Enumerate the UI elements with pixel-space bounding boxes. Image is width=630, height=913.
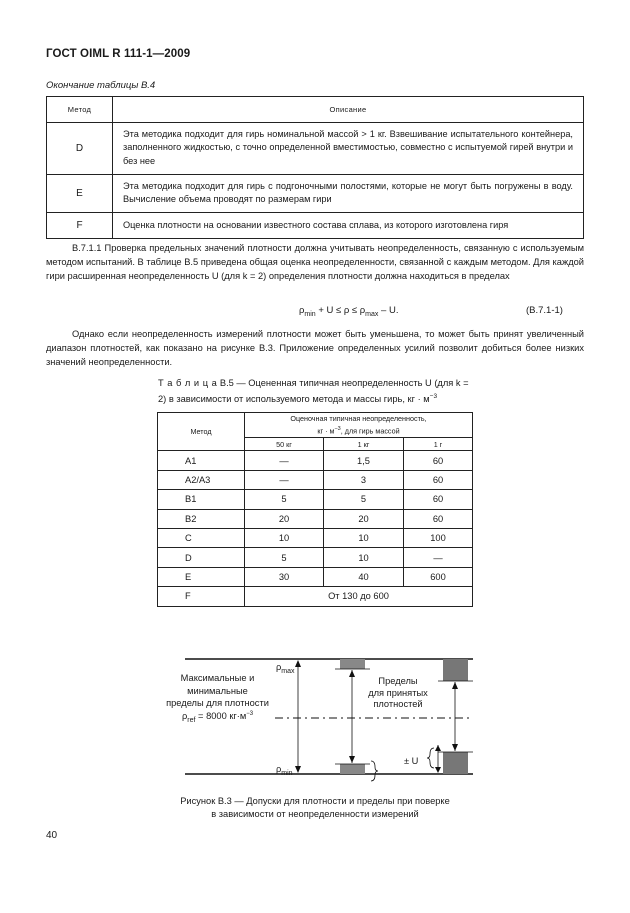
value-cell-span: От 130 до 600 bbox=[245, 587, 473, 606]
table-row bbox=[158, 548, 473, 567]
method-cell: A2/A3 bbox=[158, 470, 245, 489]
formula-number: (В.7.1-1) bbox=[526, 305, 563, 316]
caption-text: В.5 — Оцененная типичная неопределенность U (для k = 2) в зависимости от используемого метода и массы гирь, кг · м bbox=[158, 378, 469, 405]
group-header-line1: Оценочная типичная неопределенность, bbox=[290, 414, 427, 423]
formula-end: – U. bbox=[378, 305, 399, 316]
value-cell: 60 bbox=[404, 470, 473, 489]
label-rho-ref bbox=[182, 711, 253, 724]
page-number: 40 bbox=[46, 830, 58, 841]
table-row bbox=[158, 490, 473, 509]
value-cell: 10 bbox=[324, 548, 404, 567]
value-cell: 30 bbox=[245, 567, 324, 586]
caption-lead: Т а б л и ц а bbox=[158, 378, 218, 388]
table-continuation-label: Окончание таблицы В.4 bbox=[46, 80, 156, 91]
subscript-min: min bbox=[281, 769, 293, 777]
value-cell: 100 bbox=[404, 528, 473, 547]
ref-value: = 8000 кг·м bbox=[195, 711, 247, 722]
method-cell: B2 bbox=[158, 509, 245, 528]
method-description: Эта методика подходит для гирь с подгоночными полостями, которые не могут быть погружены в воду. Вычисление объема проводят по размерам гири bbox=[113, 174, 584, 213]
table-row bbox=[158, 470, 473, 489]
value-cell: 1,5 bbox=[324, 451, 404, 470]
lower-accepted-band bbox=[443, 752, 468, 774]
group-header-tail: , для гирь массой bbox=[340, 426, 400, 436]
paragraph-uncertainty: Однако если неопределенность измерений плотности может быть уменьшена, то может быть принят увеличенный диапазон плотностей, как показано на рисунке В.3. Приложение определенных усилий позволит добиться более низких значений неопределенности. bbox=[46, 329, 584, 368]
label-accepted-limits bbox=[358, 676, 438, 711]
upper-accepted-band bbox=[443, 659, 468, 681]
column-header-method: Метод bbox=[158, 413, 245, 451]
subscript-ref: ref bbox=[187, 716, 196, 724]
column-group-header bbox=[245, 413, 473, 438]
value-cell: 60 bbox=[404, 490, 473, 509]
formula-b7-1-1 bbox=[299, 305, 398, 318]
table-row bbox=[158, 528, 473, 547]
method-cell: B1 bbox=[158, 490, 245, 509]
method-description: Эта методика подходит для гирь номинальной массой > 1 кг. Взвешивание испытательного контейнера, заполненного жидкостью, с точно определенной вместимостью, совместно с испытуемой гирей внутри и без нее bbox=[113, 123, 584, 175]
paragraph-b7-1-1: В.7.1.1 Проверка предельных значений плотности должна учитывать неопределенность, связанную с используемым методом испытаний. В таблице В.5 приведена общая оценка неопределенности, связанной с каждым методом. Для каждой гири расширенная неопределенность U (для k = 2) определения плотности должна находиться в пределах bbox=[46, 243, 584, 282]
upper-tolerance-band bbox=[340, 659, 365, 669]
rho-symbol: ρ bbox=[359, 305, 366, 316]
value-cell: 10 bbox=[324, 528, 404, 547]
value-cell: 40 bbox=[324, 567, 404, 586]
table-row bbox=[158, 451, 473, 470]
method-cell: D bbox=[158, 548, 245, 567]
method-code: D bbox=[47, 123, 113, 175]
label-max-min-limits bbox=[155, 672, 280, 710]
rho-symbol: ρ bbox=[299, 305, 305, 316]
method-code: E bbox=[47, 174, 113, 213]
label-right-line3: плотностей bbox=[373, 699, 423, 709]
value-cell: 5 bbox=[245, 548, 324, 567]
figure-caption bbox=[150, 795, 480, 821]
formula-middle: + U ≤ ρ ≤ bbox=[315, 305, 360, 316]
value-cell: — bbox=[404, 548, 473, 567]
value-cell: — bbox=[245, 451, 324, 470]
figure-caption-line2: в зависимости от неопределенности измерений bbox=[211, 809, 419, 819]
subscript-min: min bbox=[304, 310, 316, 318]
table-row bbox=[47, 123, 584, 175]
label-right-line1: Пределы bbox=[378, 676, 418, 686]
group-header-unit: кг · м bbox=[317, 426, 335, 436]
table-row bbox=[47, 213, 584, 239]
group-header-exponent: −3 bbox=[334, 426, 341, 432]
table-row bbox=[158, 567, 473, 586]
value-cell: 5 bbox=[245, 490, 324, 509]
rho-symbol: ρ bbox=[182, 711, 188, 722]
column-header-method: Метод bbox=[47, 97, 113, 123]
method-description: Оценка плотности на основании известного состава сплава, из которого изготовлена гиря bbox=[113, 213, 584, 239]
rho-symbol: ρ bbox=[276, 764, 282, 774]
value-cell: 3 bbox=[324, 470, 404, 489]
value-cell: — bbox=[245, 470, 324, 489]
value-cell: 20 bbox=[324, 509, 404, 528]
label-rho-min bbox=[276, 764, 293, 777]
value-cell: 60 bbox=[404, 509, 473, 528]
sub-header-1g: 1 г bbox=[404, 438, 473, 451]
value-cell: 600 bbox=[404, 567, 473, 586]
method-cell: A1 bbox=[158, 451, 245, 470]
table-b5 bbox=[157, 412, 473, 607]
label-plus-minus-u: ± U bbox=[404, 756, 419, 766]
ref-exponent: −3 bbox=[246, 711, 254, 717]
method-cell: F bbox=[158, 587, 245, 606]
document-header: ГОСТ OIML R 111-1—2009 bbox=[46, 48, 191, 60]
label-left-line1: Максимальные и минимальные bbox=[180, 673, 255, 696]
table-b4 bbox=[46, 96, 584, 239]
column-header-description: Описание bbox=[113, 97, 584, 123]
figure-caption-line1: Рисунок В.3 — Допуски для плотности и пределы при поверке bbox=[180, 796, 450, 806]
caption-exponent: −3 bbox=[429, 393, 438, 400]
value-cell: 60 bbox=[404, 451, 473, 470]
rho-symbol: ρ bbox=[276, 662, 282, 672]
value-cell: 20 bbox=[245, 509, 324, 528]
label-right-line2: для принятых bbox=[368, 687, 428, 698]
label-left-line2: пределы для плотности bbox=[166, 698, 269, 708]
method-cell: E bbox=[158, 567, 245, 586]
value-cell: 5 bbox=[324, 490, 404, 509]
table-row bbox=[158, 587, 473, 606]
value-cell: 10 bbox=[245, 528, 324, 547]
table-b5-caption bbox=[158, 377, 476, 406]
sub-header-1kg: 1 кг bbox=[324, 438, 404, 451]
table-row bbox=[47, 174, 584, 213]
subscript-max: max bbox=[365, 310, 379, 318]
table-row bbox=[158, 509, 473, 528]
subscript-max: max bbox=[281, 667, 295, 675]
method-cell: C bbox=[158, 528, 245, 547]
method-code: F bbox=[47, 213, 113, 239]
lower-tolerance-band bbox=[340, 764, 365, 774]
sub-header-50kg: 50 кг bbox=[245, 438, 324, 451]
